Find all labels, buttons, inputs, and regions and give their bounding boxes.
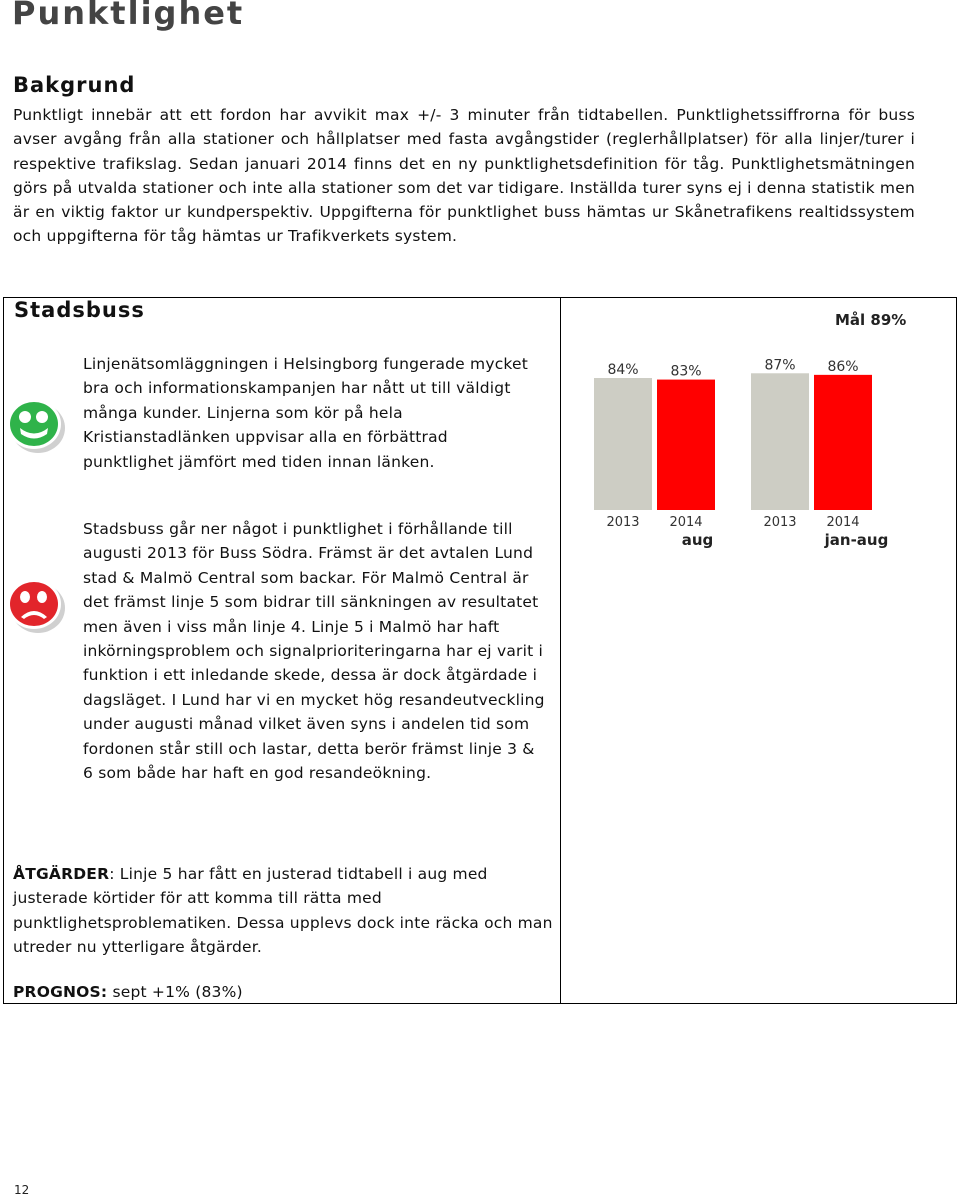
bar-value-label: 86% xyxy=(827,358,859,375)
category-label: 2013 xyxy=(763,515,797,530)
forecast-paragraph xyxy=(13,980,553,1004)
forecast-text: sept +1% (83%) xyxy=(107,983,243,1001)
category-label: 2014 xyxy=(669,515,703,530)
section-heading: Stadsbuss xyxy=(14,298,145,322)
sad-face-icon xyxy=(4,573,66,635)
group-label: aug xyxy=(681,531,714,549)
bar-aug-2014 xyxy=(657,380,715,510)
forecast-label: PROGNOS: xyxy=(13,983,108,1001)
bar-value-label: 87% xyxy=(764,357,796,374)
background-heading: Bakgrund xyxy=(13,73,136,97)
bar-value-label: 84% xyxy=(607,362,639,378)
actions-label: ÅTGÄRDER xyxy=(13,865,110,883)
page-title: Punktlighet xyxy=(12,0,245,32)
bar-jan-aug-2014 xyxy=(814,375,872,510)
happy-face-icon xyxy=(4,393,66,455)
punctuality-chart xyxy=(561,298,957,558)
positive-paragraph: Linjenätsomläggningen i Helsingborg fungerade mycket bra och informationskampanjen har nått ut till väldigt många kunder. Linjerna som kör på hela Kristianstadlänken uppvisar alla en förbättrad punktlighet jämfört med tiden innan länken. xyxy=(83,355,529,471)
actions-paragraph xyxy=(13,862,553,960)
page-number: 12 xyxy=(14,1183,30,1197)
bar-jan-aug-2013 xyxy=(751,373,809,510)
group-label: jan-aug xyxy=(824,531,889,549)
bar-value-label: 83% xyxy=(670,363,702,380)
chart-title: Mål 89% xyxy=(835,311,907,329)
bar-aug-2013 xyxy=(594,378,652,510)
category-label: 2013 xyxy=(606,515,640,530)
category-label: 2014 xyxy=(826,515,860,530)
stadsbuss-section xyxy=(3,297,957,1004)
actions-text: : Linje 5 har fått en justerad tidtabell i aug med justerade körtider för att komma till rätta med punktlighetsproblematiken. Dessa upplevs dock inte räcka och man utreder nu ytterligare åtgärder. xyxy=(13,865,553,957)
negative-paragraph: Stadsbuss går ner något i punktlighet i förhållande till augusti 2013 för Buss Södra. Främst är det avtalen Lund stad & Malmö Central som backar. För Malmö Central är det främst linje 5 som bidrar till sänkningen av resultatet men även i viss mån linje 4. Linje 5 i Malmö har haft inkörningsproblem och signalprioriteringarna har ej varit i funktion i ett inledande skede, dessa är dock åtgärdade i dagsläget. I Lund har vi en mycket hög resandeutveckling under augusti månad vilket även syns i andelen tid som fordonen står still och lastar, detta berör främst linje 3 & 6 som både har haft en god resandeökning. xyxy=(83,520,545,783)
background-text: Punktligt innebär att ett fordon har avvikit max +/- 3 minuter från tidtabellen. Punktlighetssiffrorna för buss avser avgång från alla stationer och hållplatser med fasta avgångstider (reglerhållplatser) för alla linjer/turer i respektive trafikslag. Sedan januari 2014 finns det en ny punktlighetsdefinition för tåg. Punktlighetsmätningen görs på utvalda stationer och inte alla stationer som det var tidigare. Inställda turer syns ej i denna statistik men är en viktig faktor ur kundperspektiv. Uppgifterna för punktlighet buss hämtas ur Skånetrafikens realtidssystem och uppgifterna för tåg hämtas ur Trafikverkets system. xyxy=(13,106,915,246)
